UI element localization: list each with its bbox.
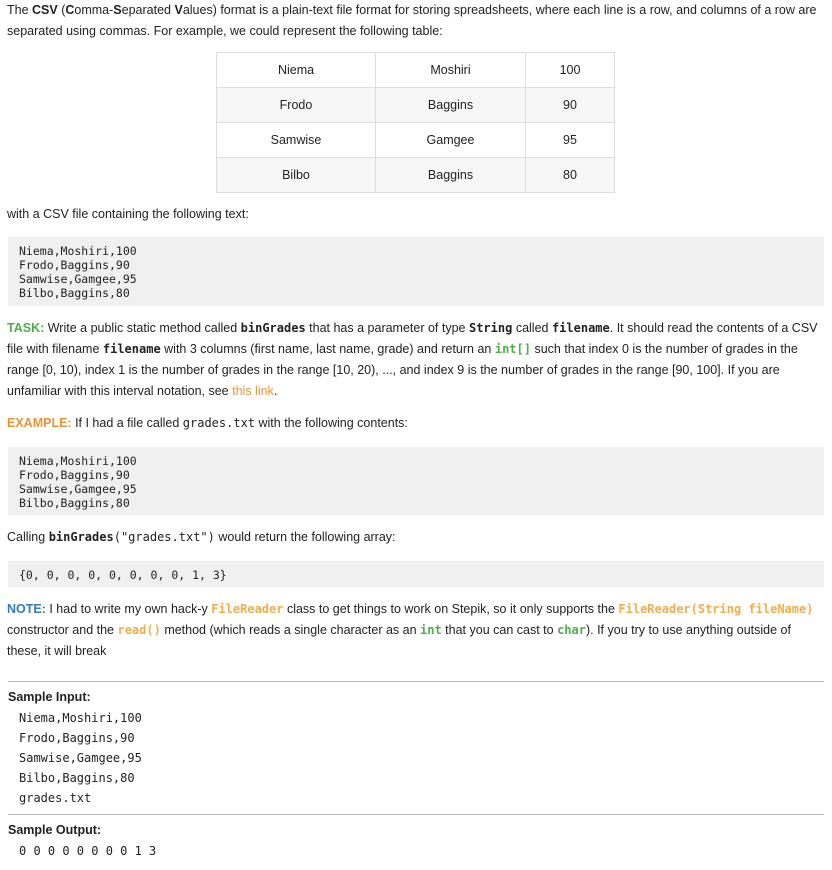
intro-text: alues) [182,3,217,17]
example-table [216,52,615,193]
table-row [217,53,615,88]
method-name: binGrades [48,530,114,544]
intro-text: ( [57,3,66,17]
note-text: class to get things to work on Stepik, so it only supports the [283,602,619,616]
type-name: String [468,321,513,335]
sample-output-heading: Sample Output: [8,823,102,837]
example-paragraph [7,413,408,434]
param-name: filename [551,321,610,335]
example-text: Calling [7,530,49,544]
intro-text: The [7,3,33,17]
divider [8,814,824,815]
task-text: Write a public static method called [44,321,241,335]
table-cell: 95 [526,123,615,158]
example-text: If I had a file called [71,416,183,430]
table-cell: Gamgee [376,123,526,158]
table-cell: Frodo [217,88,376,123]
task-paragraph [7,318,824,402]
constructor-name: FileReader(String fileName) [618,602,814,616]
interval-notation-link[interactable]: this link [232,384,274,398]
table-cell: Moshiri [376,53,526,88]
divider [8,681,824,682]
task-text: . [273,384,278,398]
sample-input-line: Frodo,Baggins,90 [19,731,135,745]
intro-text: omma- [74,3,114,17]
sample-input-line: Samwise,Gamgee,95 [19,751,142,765]
char-type: char [557,623,586,637]
csv-term: CSV [32,3,58,17]
result-array-block: {0, 0, 0, 0, 0, 0, 0, 0, 1, 3} [8,561,824,587]
task-text: with 3 columns (first name, last name, grade) and return an [160,342,495,356]
table-row [217,123,615,158]
sample-input-heading: Sample Input: [8,690,91,704]
param-name: filename [102,342,161,356]
note-paragraph [7,599,824,662]
note-text: constructor and the [7,623,118,637]
grades-code-block: Niema,Moshiri,100 Frodo,Baggins,90 Samwise,Gamgee,95 Bilbo,Baggins,80 [8,447,824,515]
table-cell: 90 [526,88,615,123]
note-label: NOTE: [7,602,46,616]
acronym-letter: S [113,3,122,17]
acronym-letter: V [174,3,183,17]
intro-text: eparated [121,3,175,17]
method-name: binGrades [240,321,306,335]
sample-input-line: Bilbo,Baggins,80 [19,771,135,785]
read-method: read() [117,623,161,637]
note-text: that you can cast to [441,623,558,637]
table-cell: Bilbo [217,158,376,193]
task-text: such that index 0 is the number of grades in the range [0, 10), index 1 is the number of grades in the range [10, 20), ..., and index 9 is the number of grades in the range [90, 100]. If you are unfamiliar with this interval notation, see [7,342,798,398]
task-text: called [512,321,552,335]
example-text: with the following contents: [255,416,408,430]
task-text: that has a parameter of type [305,321,469,335]
example-label: EXAMPLE: [7,416,72,430]
note-text: I had to write my own hack-y [45,602,212,616]
return-type: int[] [494,342,531,356]
example-text: would return the following array: [214,530,396,544]
table-cell: 80 [526,158,615,193]
int-type: int [420,623,442,637]
table-cell: Baggins [376,158,526,193]
acronym-letter: C [65,3,75,17]
sample-output-line: 0 0 0 0 0 0 0 0 1 3 [19,844,157,858]
calling-paragraph [7,527,396,548]
table-row [217,88,615,123]
task-text: . It should read the contents of a CSV file with filename [7,321,818,356]
table-cell: Niema [217,53,376,88]
table-cell: Samwise [217,123,376,158]
intro-text: format is a plain-text file format for storing spreadsheets, where each line is a row, and columns of a row are separated using commas. For example, we could represent the following table: [7,3,817,38]
note-text: method (which reads a single character as an [160,623,421,637]
note-text: ). If you try to use anything outside of these, it will break [7,623,791,658]
sample-input-lines [19,708,142,808]
task-label: TASK: [7,321,45,335]
table-cell: 100 [526,53,615,88]
csv-code-block: Niema,Moshiri,100 Frodo,Baggins,90 Samwise,Gamgee,95 Bilbo,Baggins,80 [8,237,824,306]
table-row [217,158,615,193]
method-args: ("grades.txt") [113,530,215,544]
intro-paragraph [7,0,824,42]
sample-input-line: grades.txt [19,791,92,805]
csv-intro-text: with a CSV file containing the following text: [7,207,249,221]
sample-input-line: Niema,Moshiri,100 [19,711,142,725]
class-name: FileReader [211,602,284,616]
file-name: grades.txt [182,416,256,430]
table-cell: Baggins [376,88,526,123]
